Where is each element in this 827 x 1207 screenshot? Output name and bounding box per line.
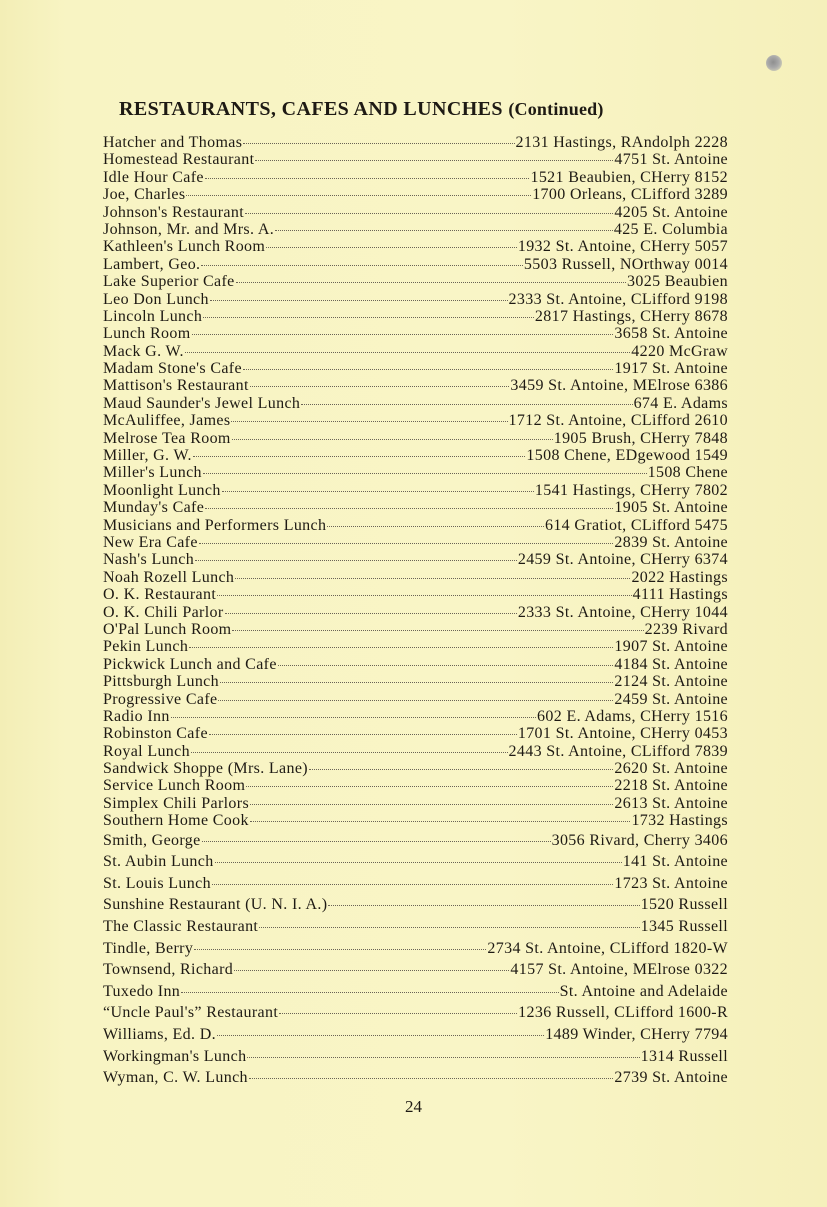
entry-name: Homestead Restaurant [103, 151, 255, 169]
entry-name: Johnson, Mr. and Mrs. A. [103, 220, 275, 238]
entry-name: Madam Stone's Cafe [103, 360, 242, 378]
entry-address: 674 E. Adams [633, 394, 728, 412]
list-item [103, 795, 728, 812]
entry-address: 2459 St. Antoine [614, 690, 728, 708]
leader-dots [212, 884, 613, 885]
entry-name: Robinston Cafe [103, 725, 208, 743]
leader-dots [250, 386, 510, 387]
entry-name: St. Aubin Lunch [103, 853, 214, 871]
leader-dots [220, 682, 613, 683]
list-item [103, 377, 728, 394]
entry-address: 1907 St. Antoine [614, 638, 728, 656]
leader-dots [171, 717, 536, 718]
entry-name: Progressive Cafe [103, 690, 218, 708]
entry-name: Pickwick Lunch and Cafe [103, 655, 277, 673]
list-item [103, 621, 728, 638]
leader-dots [243, 143, 514, 144]
leader-dots [234, 970, 509, 971]
page-number: 24 [405, 1097, 422, 1116]
entry-name: Moonlight Lunch [103, 481, 221, 499]
list-item [103, 708, 728, 725]
entry-address: 141 St. Antoine [622, 853, 728, 871]
list-item [103, 551, 728, 568]
entry-address: 3459 St. Antoine, MElrose 6386 [510, 377, 728, 395]
entry-name: Workingman's Lunch [103, 1047, 247, 1065]
entry-name: Tuxedo Inn [103, 982, 181, 1000]
entry-address: 2620 St. Antoine [614, 760, 728, 778]
list-item [103, 604, 728, 621]
list-item [103, 447, 728, 464]
list-item [103, 656, 728, 673]
entry-name: O. K. Restaurant [103, 586, 217, 604]
list-item [103, 691, 728, 708]
list-item [103, 760, 728, 777]
leader-dots [232, 630, 643, 631]
entry-address: 2817 Hastings, CHerry 8678 [534, 307, 728, 325]
list-item [103, 873, 728, 895]
leader-dots [255, 160, 613, 161]
punch-hole [766, 55, 782, 71]
leader-dots [218, 700, 613, 701]
entry-name: Sandwick Shoppe (Mrs. Lane) [103, 760, 308, 778]
list-item [103, 412, 728, 429]
leader-dots [231, 421, 507, 422]
leader-dots [209, 734, 517, 735]
entry-name: St. Louis Lunch [103, 874, 211, 892]
entry-name: Noah Rozell Lunch [103, 568, 235, 586]
leader-dots [235, 578, 630, 579]
leader-dots [279, 1013, 517, 1014]
entry-address: 1732 Hastings [631, 812, 728, 830]
entry-name: “Uncle Paul's” Restaurant [103, 1004, 279, 1022]
leader-dots [195, 560, 517, 561]
list-item [103, 1067, 728, 1089]
entry-address: 1917 St. Antoine [614, 360, 728, 378]
entry-address: 1521 Beaubien, CHerry 8152 [530, 168, 728, 186]
entry-address: 2739 St. Antoine [614, 1069, 728, 1087]
list-item [103, 395, 728, 412]
entry-address: 2839 St. Antoine [614, 533, 728, 551]
entry-name: Mack G. W. [103, 342, 184, 360]
list-item [103, 830, 728, 852]
title-continued: (Continued) [508, 99, 604, 119]
entry-name: The Classic Restaurant [103, 918, 259, 935]
leader-dots [249, 1078, 614, 1079]
restaurant-list [103, 134, 728, 1089]
entry-address: 2239 Rivard [644, 620, 728, 638]
entry-name: Sunshine Restaurant (U. N. I. A.) [103, 896, 328, 914]
leader-dots [266, 247, 517, 248]
entry-address: 1508 Chene [647, 464, 728, 482]
leader-dots [246, 786, 613, 787]
list-item [103, 673, 728, 690]
leader-dots [205, 508, 613, 509]
list-item [103, 638, 728, 655]
entry-address: 4205 St. Antoine [614, 203, 728, 221]
list-item [103, 812, 728, 829]
entry-address: 2333 St. Antoine, CHerry 1044 [517, 603, 728, 621]
entry-name: Munday's Cafe [103, 499, 205, 517]
leader-dots [301, 404, 632, 405]
entry-name: Lambert, Geo. [103, 255, 201, 273]
leader-dots [328, 905, 639, 906]
list-item [103, 851, 728, 873]
leader-dots [193, 456, 526, 457]
leader-dots [327, 526, 544, 527]
leader-dots [247, 1057, 639, 1058]
entry-address: St. Antoine and Adelaide [559, 982, 728, 1000]
leader-dots [222, 491, 534, 492]
entry-name: Hatcher and Thomas [103, 134, 243, 151]
entry-address: 1489 Winder, CHerry 7794 [545, 1025, 728, 1043]
entry-address: 2022 Hastings [631, 568, 728, 586]
entry-address: 1905 Brush, CHerry 7848 [553, 429, 728, 447]
leader-dots [225, 613, 517, 614]
entry-address: 614 Gratiot, CLifford 5475 [544, 516, 728, 534]
entry-name: Melrose Tea Room [103, 429, 231, 447]
title-main: RESTAURANTS, CAFES AND LUNCHES [119, 98, 503, 120]
entry-address: 3056 Rivard, Cherry 3406 [551, 831, 728, 849]
list-item [103, 517, 728, 534]
entry-name: Service Lunch Room [103, 777, 246, 795]
leader-dots [259, 927, 639, 928]
entry-address: 2459 St. Antoine, CHerry 6374 [517, 551, 728, 569]
entry-address: 2333 St. Antoine, CLifford 9198 [508, 290, 728, 308]
entry-name: Miller's Lunch [103, 464, 202, 482]
entry-address: 1314 Russell [640, 1047, 728, 1065]
list-item [103, 325, 728, 342]
entry-address: 2218 St. Antoine [614, 777, 728, 795]
leader-dots [199, 543, 614, 544]
list-item [103, 499, 728, 516]
entry-address: 425 E. Columbia [613, 220, 728, 238]
entry-name: Smith, George [103, 831, 201, 849]
entry-address: 5503 Russell, NOrthway 0014 [523, 255, 728, 273]
entry-address: 1520 Russell [640, 896, 728, 914]
leader-dots [250, 804, 613, 805]
entry-name: Townsend, Richard [103, 961, 234, 979]
entry-address: 2734 St. Antoine, CLifford 1820-W [487, 939, 728, 957]
list-item [103, 1046, 728, 1068]
list-item [103, 916, 728, 938]
entry-address: 1700 Orleans, CLifford 3289 [532, 186, 728, 204]
leader-dots [217, 595, 631, 596]
list-item [103, 981, 728, 1003]
entry-address: 1932 St. Antoine, CHerry 5057 [517, 238, 728, 256]
entry-name: Joe, Charles [103, 186, 186, 204]
entry-address: 2443 St. Antoine, CLifford 7839 [508, 742, 728, 760]
leader-dots [205, 178, 530, 179]
list-item [103, 204, 728, 221]
leader-dots [215, 862, 622, 863]
entry-name: Musicians and Performers Lunch [103, 516, 327, 534]
list-item [103, 221, 728, 238]
list-item [103, 238, 728, 255]
entry-name: Idle Hour Cafe [103, 168, 204, 186]
entry-address: 4111 Hastings [632, 586, 728, 604]
leader-dots [245, 213, 613, 214]
entry-name: Williams, Ed. D. [103, 1025, 216, 1043]
entry-name: Johnson's Restaurant [103, 203, 244, 221]
entry-name: Mattison's Restaurant [103, 377, 249, 395]
entry-name: New Era Cafe [103, 533, 198, 551]
list-item [103, 725, 728, 742]
leader-dots [181, 992, 558, 993]
list-item [103, 360, 728, 377]
entry-name: Wyman, C. W. Lunch [103, 1069, 248, 1087]
entry-name: McAuliffee, James [103, 412, 231, 430]
entry-name: Miller, G. W. [103, 447, 192, 465]
entry-address: 2131 Hastings, RAndolph 2228 [515, 134, 728, 151]
list-item [103, 464, 728, 481]
leader-dots [201, 265, 522, 266]
entry-name: Lake Superior Cafe [103, 273, 235, 291]
entry-name: Royal Lunch [103, 742, 190, 760]
list-item [103, 343, 728, 360]
list-item [103, 938, 728, 960]
entry-address: 1508 Chene, EDgewood 1549 [526, 447, 728, 465]
entry-address: 1712 St. Antoine, CLifford 2610 [508, 412, 728, 430]
list-item [103, 777, 728, 794]
list-item [103, 959, 728, 981]
entry-address: 3025 Beaubien [627, 273, 728, 291]
entry-name: Nash's Lunch [103, 551, 195, 569]
list-item [103, 586, 728, 603]
entry-name: Lincoln Lunch [103, 307, 203, 325]
list-item [103, 430, 728, 447]
list-item [103, 291, 728, 308]
list-item [103, 1024, 728, 1046]
entry-address: 2124 St. Antoine [614, 673, 728, 691]
entry-name: O. K. Chili Parlor [103, 603, 224, 621]
list-item [103, 482, 728, 499]
leader-dots [203, 473, 647, 474]
entry-address: 2613 St. Antoine [614, 794, 728, 812]
leader-dots [278, 665, 614, 666]
entry-address: 4751 St. Antoine [614, 151, 728, 169]
entry-address: 1345 Russell [640, 918, 728, 935]
entry-name: Lunch Room [103, 325, 191, 343]
entry-name: Tindle, Berry [103, 939, 194, 957]
leader-dots [203, 317, 534, 318]
entry-address: 3658 St. Antoine [614, 325, 728, 343]
entry-address: 1701 St. Antoine, CHerry 0453 [517, 725, 728, 743]
entry-address: 1723 St. Antoine [614, 874, 728, 892]
leader-dots [243, 369, 613, 370]
leader-dots [236, 282, 626, 283]
list-item [103, 569, 728, 586]
leader-dots [217, 1035, 544, 1036]
list-item [103, 1002, 728, 1024]
leader-dots [191, 752, 508, 753]
leader-dots [210, 300, 508, 301]
leader-dots [232, 439, 553, 440]
leader-dots [186, 195, 531, 196]
list-item [103, 256, 728, 273]
entry-name: Maud Saunder's Jewel Lunch [103, 394, 301, 412]
leader-dots [309, 769, 613, 770]
entry-name: Southern Home Cook [103, 812, 249, 830]
leader-dots [194, 949, 486, 950]
entry-name: Pekin Lunch [103, 638, 189, 656]
list-item [103, 894, 728, 916]
list-item [103, 308, 728, 325]
list-item [103, 151, 728, 168]
list-item [103, 534, 728, 551]
page-title [119, 98, 719, 121]
leader-dots [250, 821, 631, 822]
list-item [103, 169, 728, 186]
entry-address: 1236 Russell, CLifford 1600-R [518, 1004, 728, 1022]
entry-address: 1541 Hastings, CHerry 7802 [534, 481, 728, 499]
list-item [103, 134, 728, 151]
leader-dots [192, 334, 614, 335]
entry-name: O'Pal Lunch Room [103, 620, 232, 638]
entry-address: 1905 St. Antoine [614, 499, 728, 517]
entry-name: Pittsburgh Lunch [103, 673, 219, 691]
entry-name: Leo Don Lunch [103, 290, 209, 308]
entry-name: Kathleen's Lunch Room [103, 238, 266, 256]
entry-name: Radio Inn [103, 707, 170, 725]
list-item [103, 273, 728, 290]
entry-address: 602 E. Adams, CHerry 1516 [537, 707, 728, 725]
leader-dots [185, 352, 630, 353]
list-item [103, 743, 728, 760]
leader-dots [275, 230, 613, 231]
entry-name: Simplex Chili Parlors [103, 794, 250, 812]
list-item [103, 186, 728, 203]
leader-dots [189, 647, 613, 648]
entry-address: 4220 McGraw [631, 342, 728, 360]
entry-address: 4157 St. Antoine, MElrose 0322 [510, 961, 728, 979]
entry-address: 4184 St. Antoine [614, 655, 728, 673]
leader-dots [202, 841, 551, 842]
